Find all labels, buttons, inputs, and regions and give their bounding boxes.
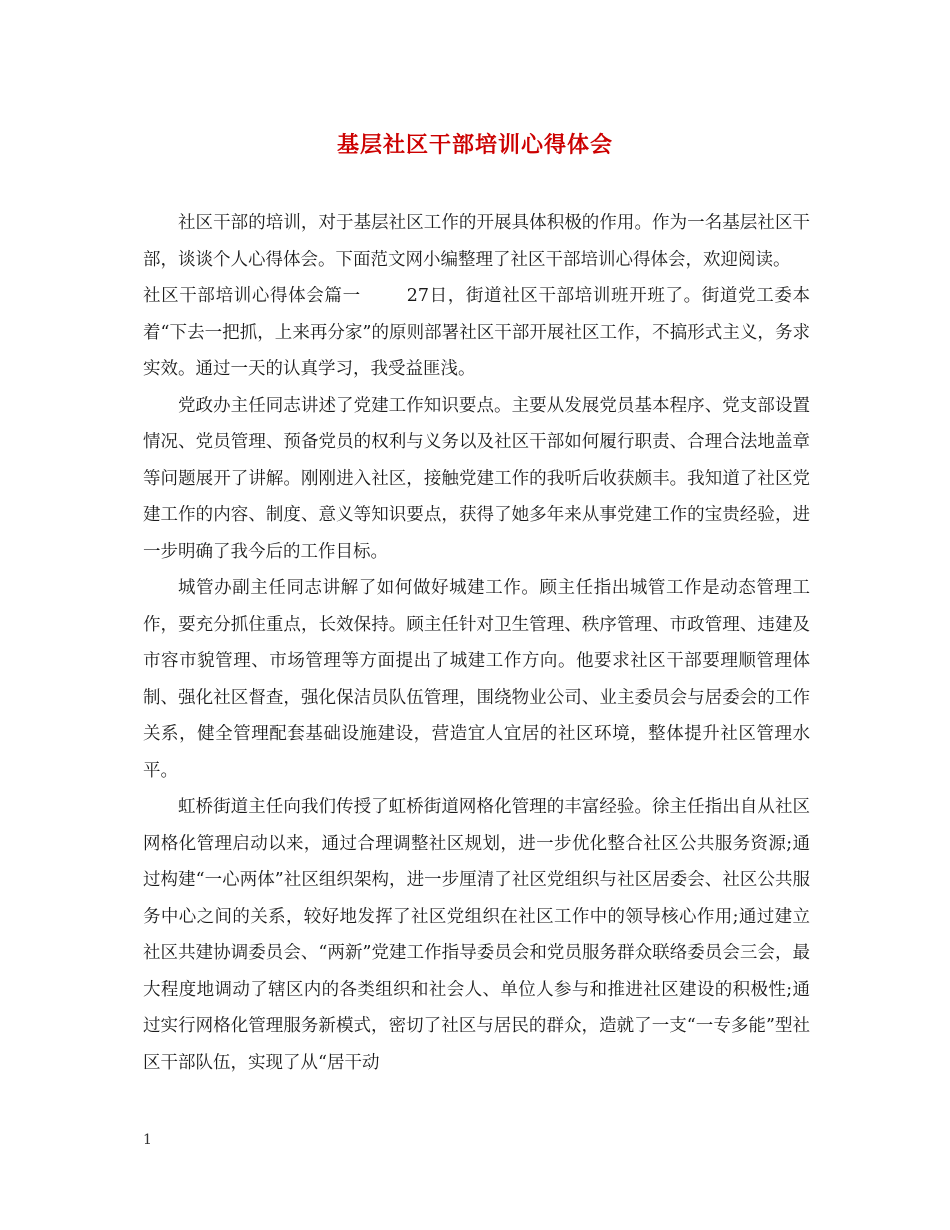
section-heading: 社区干部培训心得体会篇一 xyxy=(143,286,361,306)
intro-paragraph: 社区干部的培训，对于基层社区工作的开展具体积极的作用。作为一名基层社区干部，谈谈个人心得体会。下面范文网小编整理了社区干部培训心得体会，欢迎阅读。 xyxy=(143,213,810,270)
hongqiao-grid-paragraph: 虹桥街道主任向我们传授了虹桥街道网格化管理的丰富经验。徐主任指出自从社区网格化管理启动以来，通过合理调整社区规划，进一步优化整合社区公共服务资源;通过构建“一心两体”社区组织架构，进一步厘清了社区党组织与社区居委会、社区公共服务中心之间的关系，较好地发挥了社区党组织在社区工作中的领导核心作用;通过建立社区共建协调委员会、“两新”党建工作指导委员会和党员服务群众联络委员会三会，最大程度地调动了辖区内的各类组织和社会人、单位人参与和推进社区建设的积极性;通过实行网格化管理服务新模式，密切了社区与居民的群众，造就了一支“一专多能”型社区干部队伍，实现了从“居干动 xyxy=(143,797,810,1073)
section-first-text: 27日，街道社区干部培训班开班了。街道党工委本着“下去一把抓，上来再分家”的原则部署社区干部开展社区工作，不搞形式主义，务求实效。通过一天的认真学习，我受益匪浅。 xyxy=(143,286,810,379)
page-number: 1 xyxy=(143,1132,152,1148)
section-one-paragraph xyxy=(143,278,810,388)
document-body xyxy=(143,205,810,1081)
urban-management-paragraph: 城管办副主任同志讲解了如何做好城建工作。顾主任指出城管工作是动态管理工作，要充分抓住重点，长效保持。顾主任针对卫生管理、秩序管理、市政管理、违建及市容市貌管理、市场管理等方面提出了城建工作方向。他要求社区干部要理顺管理体制、强化社区督查，强化保洁员队伍管理，围绕物业公司、业主委员会与居委会的工作关系，健全管理配套基础设施建设，营造宜人宜居的社区环境，整体提升社区管理水平。 xyxy=(143,578,810,781)
document-title: 基层社区干部培训心得体会 xyxy=(336,132,613,158)
party-affairs-paragraph: 党政办主任同志讲述了党建工作知识要点。主要从发展党员基本程序、党支部设置情况、党员管理、预备党员的权利与义务以及社区干部如何履行职责、合理合法地盖章等问题展开了讲解。刚刚进入社区，接触党建工作的我听后收获颇丰。我知道了社区党建工作的内容、制度、意义等知识要点，获得了她多年来从事党建工作的宝贵经验，进一步明确了我今后的工作目标。 xyxy=(143,395,810,562)
